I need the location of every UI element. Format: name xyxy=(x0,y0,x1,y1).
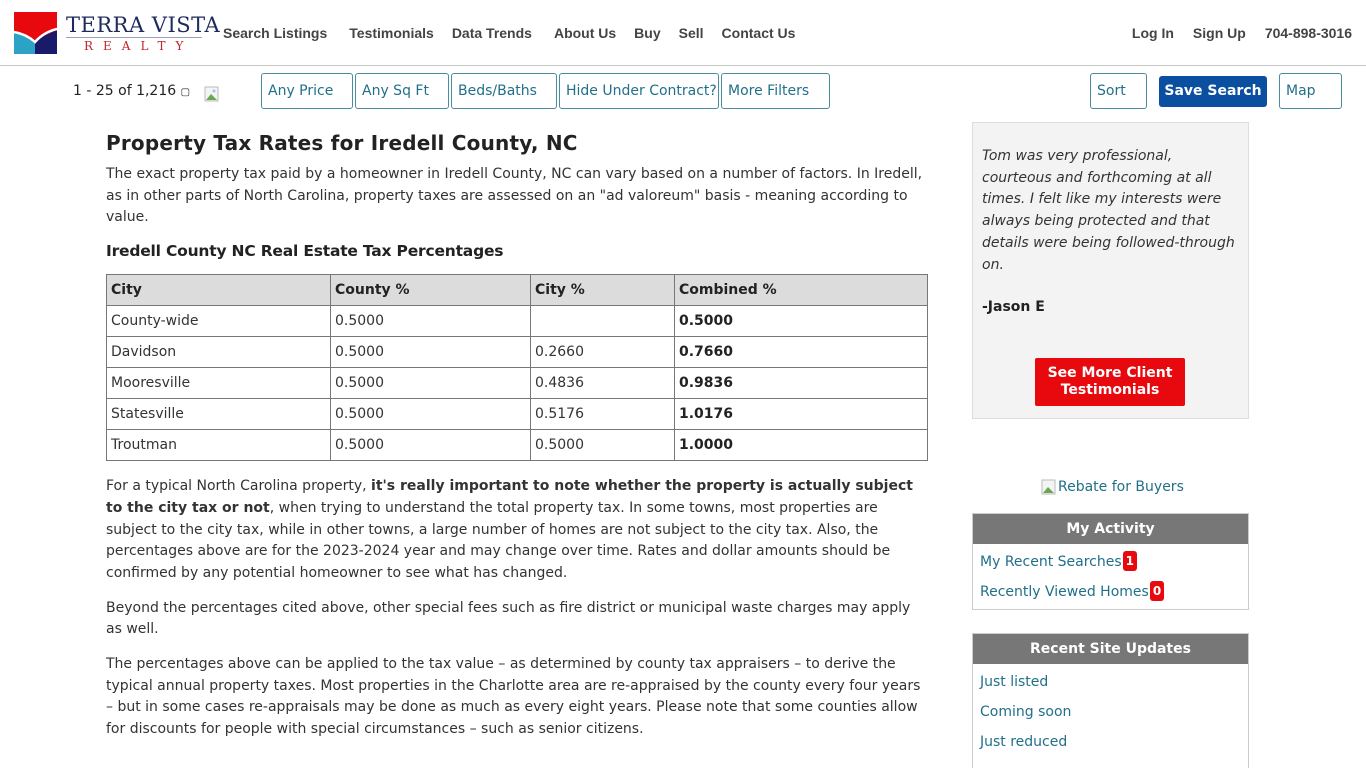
logo[interactable] xyxy=(14,12,221,54)
sort-button[interactable] xyxy=(1090,73,1147,109)
text-span: For a typical North Carolina property, xyxy=(106,478,372,495)
text-span: , when trying to understand the total property tax. In some towns, most properties are subject to the city tax, while in other towns, a large number of homes are not subject to the city tax. Also, the percentages above are for the 2023-2024 year and may change over time. Rates and dollar amounts should be confirmed by any potential homeowner to see what has changed. xyxy=(106,499,891,581)
site-header xyxy=(0,0,1366,66)
table-header-row xyxy=(107,275,928,306)
button-label: More Filters xyxy=(728,83,810,99)
cell-county: 0.5000 xyxy=(331,368,531,399)
table-row xyxy=(107,306,928,337)
activity-list xyxy=(973,544,1248,607)
table-row xyxy=(107,368,928,399)
testimonial-box xyxy=(972,122,1249,419)
more-filters-button[interactable] xyxy=(721,73,830,109)
button-label: Any Price xyxy=(268,83,334,99)
cell-city-rate: 0.5176 xyxy=(531,399,675,430)
cell-city: Mooresville xyxy=(107,368,331,399)
recent-site-updates-panel xyxy=(972,633,1249,768)
logo-name: TERRA VISTA xyxy=(66,12,221,37)
price-filter-button[interactable] xyxy=(261,73,353,109)
testimonial-author: -Jason E xyxy=(982,299,1045,315)
cell-combined: 0.7660 xyxy=(675,337,928,368)
cell-combined: 0.5000 xyxy=(675,306,928,337)
button-label: Sort xyxy=(1097,83,1126,99)
intro-paragraph: The exact property tax paid by a homeowner in Iredell County, NC can vary based on a number of factors. In Iredell, as in other parts of North Carolina, property taxes are assessed on an "ad valoreum" basis - meaning according to value. xyxy=(106,166,923,226)
panel-title: My Activity xyxy=(973,514,1248,544)
column-header: City % xyxy=(531,275,675,306)
main-nav xyxy=(214,25,804,41)
cell-combined: 1.0176 xyxy=(675,399,928,430)
see-more-testimonials-button[interactable]: See More Client Testimonials xyxy=(1035,358,1185,406)
table-row xyxy=(107,337,928,368)
phone-link[interactable]: 704-898-3016 xyxy=(1264,25,1352,41)
save-search-button[interactable]: Save Search xyxy=(1159,76,1267,107)
nav-label: Search Listings xyxy=(223,25,328,41)
updates-list xyxy=(973,664,1248,757)
signup-link[interactable]: Sign Up xyxy=(1192,25,1246,41)
nav-label: Contact Us xyxy=(721,25,796,41)
nav-label: Buy xyxy=(634,25,661,41)
rebate-alt-text: Rebate for Buyers xyxy=(1058,479,1184,495)
special-fees-paragraph: Beyond the percentages cited above, other special fees such as fire district or municipal waste charges may apply as well. xyxy=(106,599,911,638)
link-label: Recently Viewed Homes xyxy=(980,584,1149,600)
chevron-down-icon: ▢ xyxy=(180,87,191,98)
table-row xyxy=(107,430,928,461)
coming-soon-link[interactable]: Coming soon xyxy=(980,704,1072,720)
results-count[interactable] xyxy=(73,83,190,99)
logo-subtitle: REALTY xyxy=(84,38,194,53)
main-content xyxy=(106,128,928,754)
recently-viewed-link[interactable] xyxy=(973,577,1248,607)
cell-county: 0.5000 xyxy=(331,399,531,430)
results-count-text: 1 - 25 of 1,216 xyxy=(73,83,181,99)
beds-baths-filter-button[interactable] xyxy=(451,73,557,109)
just-reduced-link[interactable]: Just reduced xyxy=(980,734,1068,750)
table-heading: Iredell County NC Real Estate Tax Percentages xyxy=(106,242,504,261)
broken-image-icon xyxy=(1041,479,1057,495)
logo-mark-icon xyxy=(14,12,57,54)
sqft-filter-button[interactable] xyxy=(355,73,449,109)
nav-label: About Us xyxy=(553,25,617,41)
column-header: County % xyxy=(331,275,531,306)
cell-combined: 1.0000 xyxy=(675,430,928,461)
button-label: Any Sq Ft xyxy=(362,83,429,99)
nav-buy[interactable] xyxy=(634,25,660,41)
cell-combined: 0.9836 xyxy=(675,368,928,399)
count-badge: 0 xyxy=(1150,581,1164,601)
column-header: City xyxy=(107,275,331,306)
cell-county: 0.5000 xyxy=(331,430,531,461)
appraisal-paragraph: The percentages above can be applied to the tax value – as determined by county tax appraisers – to derive the typical annual property taxes. Most properties in the Charlotte area are re-appraised by the county every four years – but in some cases re-appraisals may be done as much as every eight years. Please note that some counties allow for discounts for people with special circumstances – such as senior citizens. xyxy=(106,656,921,738)
recent-searches-link[interactable] xyxy=(973,547,1248,577)
link-label: My Recent Searches xyxy=(980,554,1122,570)
rebate-for-buyers-link[interactable] xyxy=(1041,479,1184,495)
city-tax-paragraph xyxy=(106,476,928,585)
button-label: Beds/Baths xyxy=(458,83,537,99)
hide-under-contract-button[interactable] xyxy=(559,73,719,109)
count-badge: 1 xyxy=(1123,551,1137,571)
cell-county: 0.5000 xyxy=(331,306,531,337)
testimonial-quote: Tom was very professional, courteous and forthcoming at all times. I felt like my interests were always being protected and that details were being followed-through on. xyxy=(982,148,1235,273)
map-button[interactable] xyxy=(1279,73,1342,109)
button-label: Hide Under Contract? xyxy=(566,83,717,99)
just-listed-link[interactable]: Just listed xyxy=(980,674,1049,690)
cell-city: Troutman xyxy=(107,430,331,461)
my-activity-panel xyxy=(972,513,1249,610)
nav-sell[interactable] xyxy=(679,25,704,41)
emphasis-text: it's really important to note whether the property is actually subject to the city tax or not xyxy=(106,478,913,516)
nav-about-us[interactable] xyxy=(554,25,616,41)
nav-testimonials[interactable] xyxy=(349,25,434,41)
tax-rate-table xyxy=(106,274,928,461)
nav-label: Sell xyxy=(678,25,704,41)
cell-city-rate: 0.4836 xyxy=(531,368,675,399)
logo-text xyxy=(66,12,221,53)
cell-city-rate xyxy=(531,306,675,337)
column-header: Combined % xyxy=(675,275,928,306)
nav-contact-us[interactable] xyxy=(722,25,796,41)
nav-label: Data Trends xyxy=(451,25,532,41)
account-nav xyxy=(1113,25,1352,41)
page-title: Property Tax Rates for Iredell County, NC xyxy=(106,131,578,155)
nav-label: Testimonials xyxy=(349,25,434,41)
logo-divider xyxy=(66,37,202,38)
cell-county: 0.5000 xyxy=(331,337,531,368)
table-row xyxy=(107,399,928,430)
nav-data-trends[interactable] xyxy=(452,25,536,41)
nav-search-listings[interactable] xyxy=(223,25,331,41)
panel-title: Recent Site Updates xyxy=(973,634,1248,664)
filter-bar xyxy=(0,66,1366,116)
broken-image-icon xyxy=(204,86,220,102)
cell-city: Statesville xyxy=(107,399,331,430)
login-link[interactable]: Log In xyxy=(1131,25,1174,41)
cell-city: Davidson xyxy=(107,337,331,368)
cell-city: County-wide xyxy=(107,306,331,337)
button-label: Map xyxy=(1286,83,1316,99)
cell-city-rate: 0.2660 xyxy=(531,337,675,368)
cell-city-rate: 0.5000 xyxy=(531,430,675,461)
